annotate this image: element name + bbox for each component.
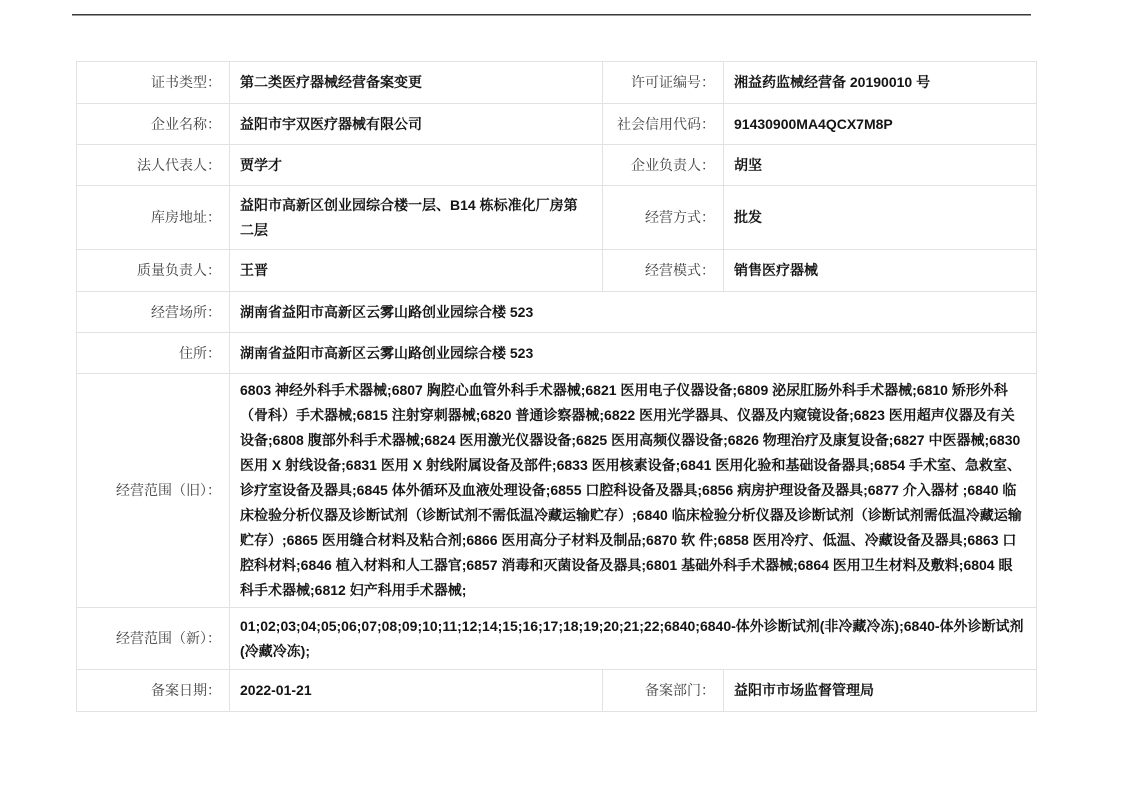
field-label-business-model: 经营模式： — [603, 250, 724, 292]
field-label-business-place: 经营场所： — [77, 292, 230, 333]
field-label-quality-head: 质量负责人： — [77, 250, 230, 292]
field-label-credit-code: 社会信用代码： — [603, 104, 724, 145]
table-row-quality-model — [77, 250, 1037, 292]
field-value-credit-code: 91430900MA4QCX7M8P — [724, 104, 1037, 145]
field-value-license-no: 湘益药监械经营备 20190010 号 — [724, 62, 1037, 104]
table-row-certificate-license — [77, 62, 1037, 104]
field-label-certificate-type: 证书类型： — [77, 62, 230, 104]
table-row-scope-old — [77, 374, 1037, 608]
field-value-company-name: 益阳市宇双医疗器械有限公司 — [230, 104, 603, 145]
field-label-record-date: 备案日期： — [77, 670, 230, 712]
table-row-record-date-dept — [77, 670, 1037, 712]
field-value-record-date: 2022-01-21 — [230, 670, 603, 712]
field-label-scope-new: 经营范围（新）： — [77, 608, 230, 670]
field-value-business-place: 湖南省益阳市高新区云雾山路创业园综合楼 523 — [230, 292, 1037, 333]
field-label-record-dept: 备案部门： — [603, 670, 724, 712]
field-value-company-head: 胡坚 — [724, 145, 1037, 186]
field-value-record-dept: 益阳市市场监督管理局 — [724, 670, 1037, 712]
field-value-legal-rep: 贾学才 — [230, 145, 603, 186]
field-label-residence: 住所： — [77, 333, 230, 374]
table-row-warehouse-method — [77, 186, 1037, 250]
field-label-warehouse-address: 库房地址： — [77, 186, 230, 250]
field-label-company-head: 企业负责人： — [603, 145, 724, 186]
field-value-scope-new: 01;02;03;04;05;06;07;08;09;10;11;12;14;15;16;17;18;19;20;21;22;6840;6840-体外诊断试剂(非冷藏冷冻);6840-体外诊断试剂(冷藏冷冻); — [230, 608, 1037, 670]
table-row-scope-new — [77, 608, 1037, 670]
field-label-legal-rep: 法人代表人： — [77, 145, 230, 186]
top-divider-rule — [72, 14, 1031, 16]
field-value-scope-old: 6803 神经外科手术器械;6807 胸腔心血管外科手术器械;6821 医用电子仪器设备;6809 泌尿肛肠外科手术器械;6810 矫形外科（骨科）手术器械;6815 注射穿刺器械;6820 普通诊察器械;6822 医用光学器具、仪器及内窥镜设备;6823 医用超声仪器及有关设备;6808 腹部外科手术器械;6824 医用激光仪器设备;6825 医用高频仪器设备;6826 物理治疗及康复设备;6827 中医器械;6830 医用 X 射线设备;6831 医用 X 射线附属设备及部件;6833 医用核素设备;6841 医用化验和基础设备器具;6854 手术室、急救室、诊疗室设备及器具;6845 体外循环及血液处理设备;6855 口腔科设备及器具;6856 病房护理设备及器具;6877 介入器材 ;6840 临床检验分析仪器及诊断试剂（诊断试剂不需低温冷藏运输贮存）;6840 临床检验分析仪器及诊断试剂（诊断试剂需低温冷藏运输贮存）;6865 医用缝合材料及粘合剂;6866 医用高分子材料及制品;6870 软 件;6858 医用冷疗、低温、冷藏设备及器具;6863 口腔科材料;6846 植入材料和人工器官;6857 消毒和灭菌设备及器具;6801 基础外科手术器械;6864 医用卫生材料及敷料;6804 眼科手术器械;6812 妇产科用手术器械; — [230, 374, 1037, 608]
field-label-company-name: 企业名称： — [77, 104, 230, 145]
field-label-business-method: 经营方式： — [603, 186, 724, 250]
table-row-business-place — [77, 292, 1037, 333]
table-row-legal-rep-company-head — [77, 145, 1037, 186]
registration-record-table — [76, 61, 1037, 712]
field-value-business-model: 销售医疗器械 — [724, 250, 1037, 292]
table-row-residence — [77, 333, 1037, 374]
field-value-residence: 湖南省益阳市高新区云雾山路创业园综合楼 523 — [230, 333, 1037, 374]
field-value-business-method: 批发 — [724, 186, 1037, 250]
table-row-company-credit — [77, 104, 1037, 145]
field-label-license-no: 许可证编号： — [603, 62, 724, 104]
field-value-certificate-type: 第二类医疗器械经营备案变更 — [230, 62, 603, 104]
field-value-quality-head: 王晋 — [230, 250, 603, 292]
field-value-warehouse-address: 益阳市高新区创业园综合楼一层、B14 栋标准化厂房第二层 — [230, 186, 603, 250]
field-label-scope-old: 经营范围（旧）： — [77, 374, 230, 608]
